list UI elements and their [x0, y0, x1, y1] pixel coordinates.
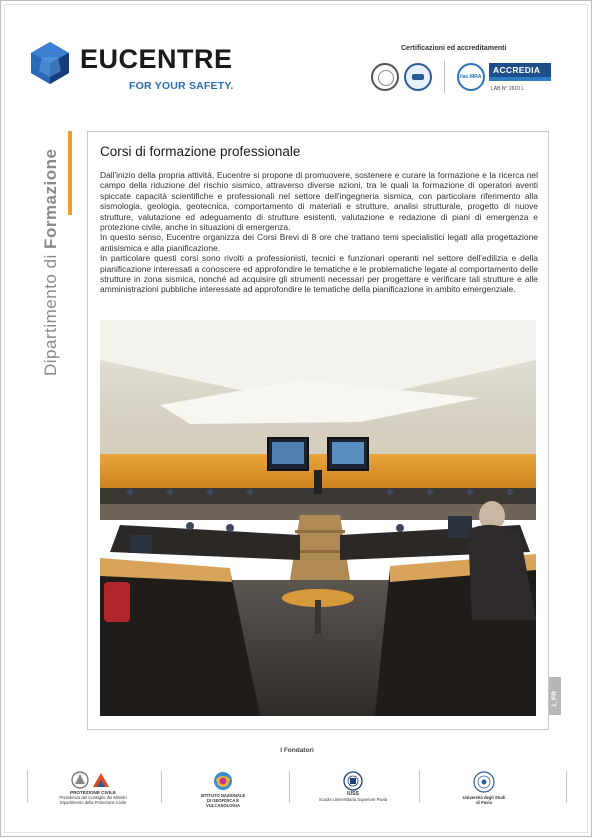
page-code-tab	[549, 677, 561, 715]
department-prefix: Dipartimento di	[41, 254, 60, 376]
content-box	[87, 131, 549, 730]
divider	[419, 771, 420, 803]
page-code-label: 1_FR	[551, 691, 558, 707]
divider	[566, 771, 567, 803]
founder-sub: Presidenza del Consiglio dei Ministri Dipartimento della Protezione Civile	[59, 795, 127, 805]
divider	[27, 771, 28, 803]
certifications-title: Certificazioni ed accreditamenti	[401, 45, 507, 52]
hexagon-cube-icon	[28, 41, 72, 85]
ilac-label: ilac-MRA	[460, 74, 482, 80]
founder-name: ISTITUTO NAZIONALE DI GEOFISICA E VULCANOLOGIA	[200, 793, 246, 808]
accent-bar	[68, 131, 72, 215]
certification-seal-icon	[371, 63, 399, 91]
training-classroom-photo	[100, 320, 536, 716]
paragraph: In questo senso, Eucentre organizza dei Corsi Brevi di 8 ore che trattano temi specialistici legati alla progettazione antisismica e alla pianificazione.	[100, 232, 538, 253]
founders-title: I Fondatori	[280, 747, 314, 754]
divider	[289, 771, 290, 803]
divider	[444, 61, 445, 93]
body-text	[100, 170, 538, 295]
accredia-logo: ACCREDIA	[489, 63, 551, 77]
accredia-stripe	[489, 77, 551, 81]
lab-code: LAB N° 2610 L	[491, 86, 525, 92]
founder-name: Università degli Studi di Pavia	[462, 795, 506, 805]
department-label	[41, 149, 61, 376]
iuss-seal-icon	[343, 771, 363, 791]
founders-logos	[27, 769, 567, 809]
page-title: Corsi di formazione professionale	[100, 144, 301, 159]
founder-name: PROTEZIONE CIVILE	[70, 790, 116, 795]
founder-name: IUSS	[347, 791, 359, 797]
brand-tagline: FOR YOUR SAFETY.	[129, 80, 234, 92]
eucentre-logo[interactable]	[28, 41, 234, 101]
founder-sub: Scuola Universitaria Superiore Pavia	[318, 797, 388, 802]
ingv-globe-icon	[213, 771, 233, 791]
brand-name: EUCENTRE	[80, 44, 233, 74]
certifications-logos	[369, 61, 559, 97]
department-name: Formazione	[41, 148, 60, 249]
certification-seal-icon	[404, 63, 432, 91]
unipv-seal-icon	[473, 771, 495, 793]
divider	[161, 771, 162, 803]
protezione-civile-emblem-icon	[71, 771, 113, 789]
paragraph: Dall'inizio della propria attività, Eucentre si propone di promuovere, sostenere e curare la formazione e la ricerca nel campo della riduzione del rischio sismico, attraverso diverse azioni, tra le quali la formazione di operatori aventi spiccate capacità scientifiche e professionali nel settore dell'ingegneria sismica, con particolare riferimento alla sismologia, geologia, geotecnica, comportamento di materiali e strutture, analisi strutturale, progetto di nuove strutture, valutazione ed adeguamento di strutture esistenti, valutazione e redazione di piani di emergenza e protezione civile, anche in situazioni di emergenza.	[100, 170, 538, 233]
paragraph: In particolare questi corsi sono rivolti a professionisti, tecnici e funzionari operanti nel settore dell'edilizia e della pianificazione interessati a conoscere ed approfondire le tematiche e le problematiche legate al comportamento delle strutture in zona sismica, nonché ad acquisire gli strumenti necessari per progettare e verificare tali strutture e alle amministrazioni pubbliche interessate ad approfondire le tematiche della pianificazione in ambito emergenziale.	[100, 253, 538, 295]
